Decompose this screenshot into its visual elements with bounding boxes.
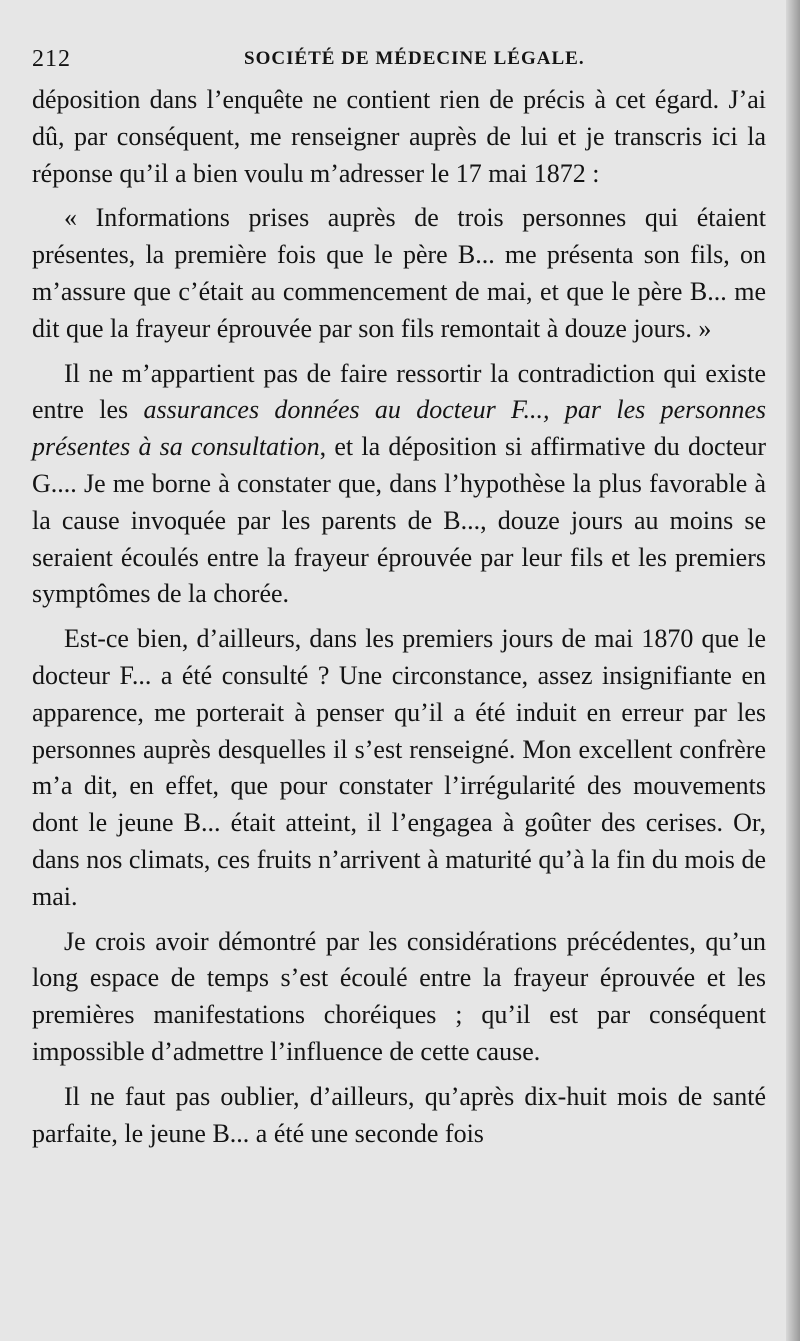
body-text [32, 82, 766, 1160]
paragraph-quotation: « Informations prises auprès de trois personnes qui étaient présentes, la première fois que le père B... me présenta son fils, on m’assure que c’était au commencement de mai, et que le père B... me dit que la frayeur éprouvée par son fils remontait à douze jours. » [32, 203, 766, 343]
paragraph-final: Il ne faut pas oublier, d’ailleurs, qu’après dix-huit mois de santé parfaite, le jeune B... a été une seconde fois [32, 1081, 766, 1148]
page-number: 212 [32, 46, 71, 72]
paragraph-contradiction [32, 356, 766, 614]
paragraph-text: Il ne m’appartient pas de faire ressortir la contradiction qui existe entre les [32, 358, 766, 425]
paragraph-continuation: déposition dans l’enquête ne contient rien de précis à cet égard. J’ai dû, par conséquent, me renseigner auprès de lui et je transcris ici la réponse qu’il a bien voulu m’adresser le 17 mai 1872 : [32, 85, 766, 188]
paragraph-cerises: Est-ce bien, d’ailleurs, dans les premiers jours de mai 1870 que le docteur F... a été consulté ? Une circonstance, assez insignifiante en apparence, me porterait à penser qu’il a été induit en erreur par les personnes auprès desquelles il s’est renseigné. Mon excellent confrère m’a dit, en effet, que pour constater l’irrégularité des mouvements dont le jeune B... était atteint, il l’engagea à goûter des cerises. Or, dans nos climats, ces fruits n’arrivent à maturité qu’à la fin du mois de mai. [32, 624, 766, 911]
paragraph-text: , et la déposition si affirmative du docteur G.... Je me borne à constater que, dans l’hypothèse la plus favorable à la cause invoquée par les parents de B..., douze jours au moins se seraient écoulés entre la frayeur éprouvée par leur fils et les premiers symptômes de la chorée. [32, 432, 766, 609]
paragraph-conclusion: Je crois avoir démontré par les considérations précédentes, qu’un long espace de temps s’est écoulé entre la frayeur éprouvée et les premières manifestations choréiques ; qu’il est par conséquent impossible d’admettre l’influence de cette cause. [32, 926, 766, 1066]
italic-phrase: assurances données au docteur F..., par les personnes présentes à sa consultation [32, 395, 766, 462]
running-head: SOCIÉTÉ DE MÉDECINE LÉGALE. [244, 48, 585, 69]
page-header [32, 40, 772, 80]
